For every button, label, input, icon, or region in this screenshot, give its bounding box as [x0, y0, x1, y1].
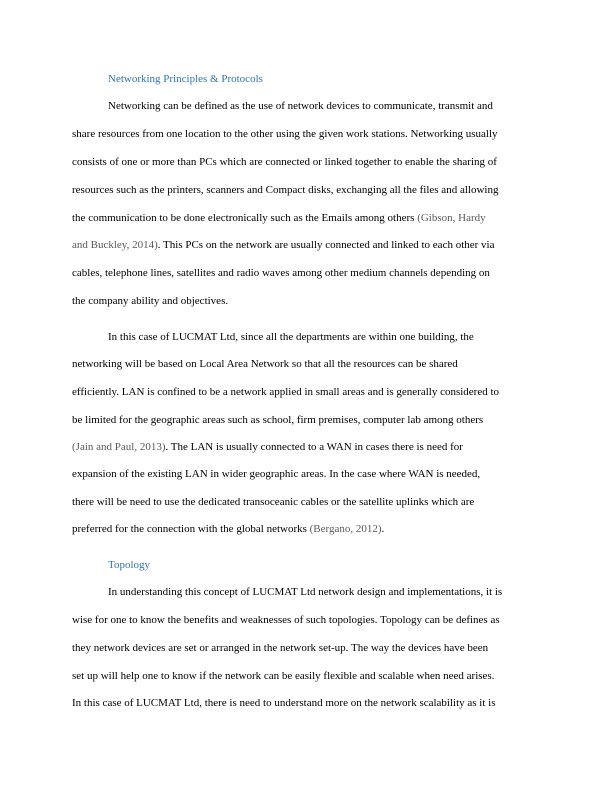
paragraph-line: be limited for the geographic areas such as school, firm premises, computer lab among others	[72, 414, 484, 426]
section-heading-topology: Topology	[108, 559, 151, 571]
paragraph-text: . This PCs on the network are usually connected and linked to each other via	[157, 239, 495, 251]
citation: and Buckley, 2014)	[72, 239, 158, 251]
citation: (Bergano, 2012)	[309, 523, 382, 535]
paragraph-line: In this case of LUCMAT Ltd, there is need to understand more on the network scalability as it is	[72, 697, 496, 709]
paragraph-text: preferred for the connection with the global networks	[72, 523, 310, 535]
paragraph-line: efficiently. LAN is confined to be a network applied in small areas and is generally considered to	[72, 386, 500, 398]
paragraph-line: networking will be based on Local Area Network so that all the resources can be shared	[72, 358, 458, 370]
paragraph-line: set up will help one to know if the network can be easily flexible and scalable when need arises.	[72, 670, 495, 682]
paragraph-line: Networking can be defined as the use of network devices to communicate, transmit and	[108, 100, 493, 112]
paragraph-line: In this case of LUCMAT Ltd, since all the departments are within one building, the	[108, 331, 474, 343]
paragraph-text: . The LAN is usually connected to a WAN in cases there is need for	[165, 441, 463, 453]
paragraph-line: cables, telephone lines, satellites and radio waves among other medium channels depending on	[72, 267, 490, 279]
paragraph-line: the company ability and objectives.	[72, 295, 229, 307]
paragraph-line: In understanding this concept of LUCMAT Ltd network design and implementations, it is	[108, 586, 503, 598]
paragraph-line	[72, 211, 486, 225]
paragraph-line: they network devices are set or arranged in the network set-up. The way the devices have been	[72, 642, 489, 654]
paragraph-line	[72, 238, 495, 252]
citation: (Gibson, Hardy	[417, 212, 486, 224]
paragraph-line	[72, 440, 463, 454]
citation: (Jain and Paul, 2013)	[72, 441, 166, 453]
paragraph-line	[72, 522, 384, 536]
paragraph-text: the communication to be done electronically such as the Emails among others	[72, 212, 418, 224]
paragraph-text: .	[381, 523, 385, 535]
paragraph-line: expansion of the existing LAN in wider geographic areas. In the case where WAN is needed,	[72, 468, 481, 480]
paragraph-line: wise for one to know the benefits and weaknesses of such topologies. Topology can be defines as	[72, 614, 500, 626]
paragraph-line: consists of one or more than PCs which are connected or linked together to enable the sharing of	[72, 156, 497, 168]
paragraph-line: share resources from one location to the other using the given work stations. Networking usually	[72, 128, 498, 140]
paragraph-line: there will be need to use the dedicated transoceanic cables or the satellite uplinks which are	[72, 496, 475, 508]
paragraph-line: resources such as the printers, scanners and Compact disks, exchanging all the files and allowing	[72, 184, 499, 196]
section-heading-networking: Networking Principles & Protocols	[108, 73, 263, 85]
